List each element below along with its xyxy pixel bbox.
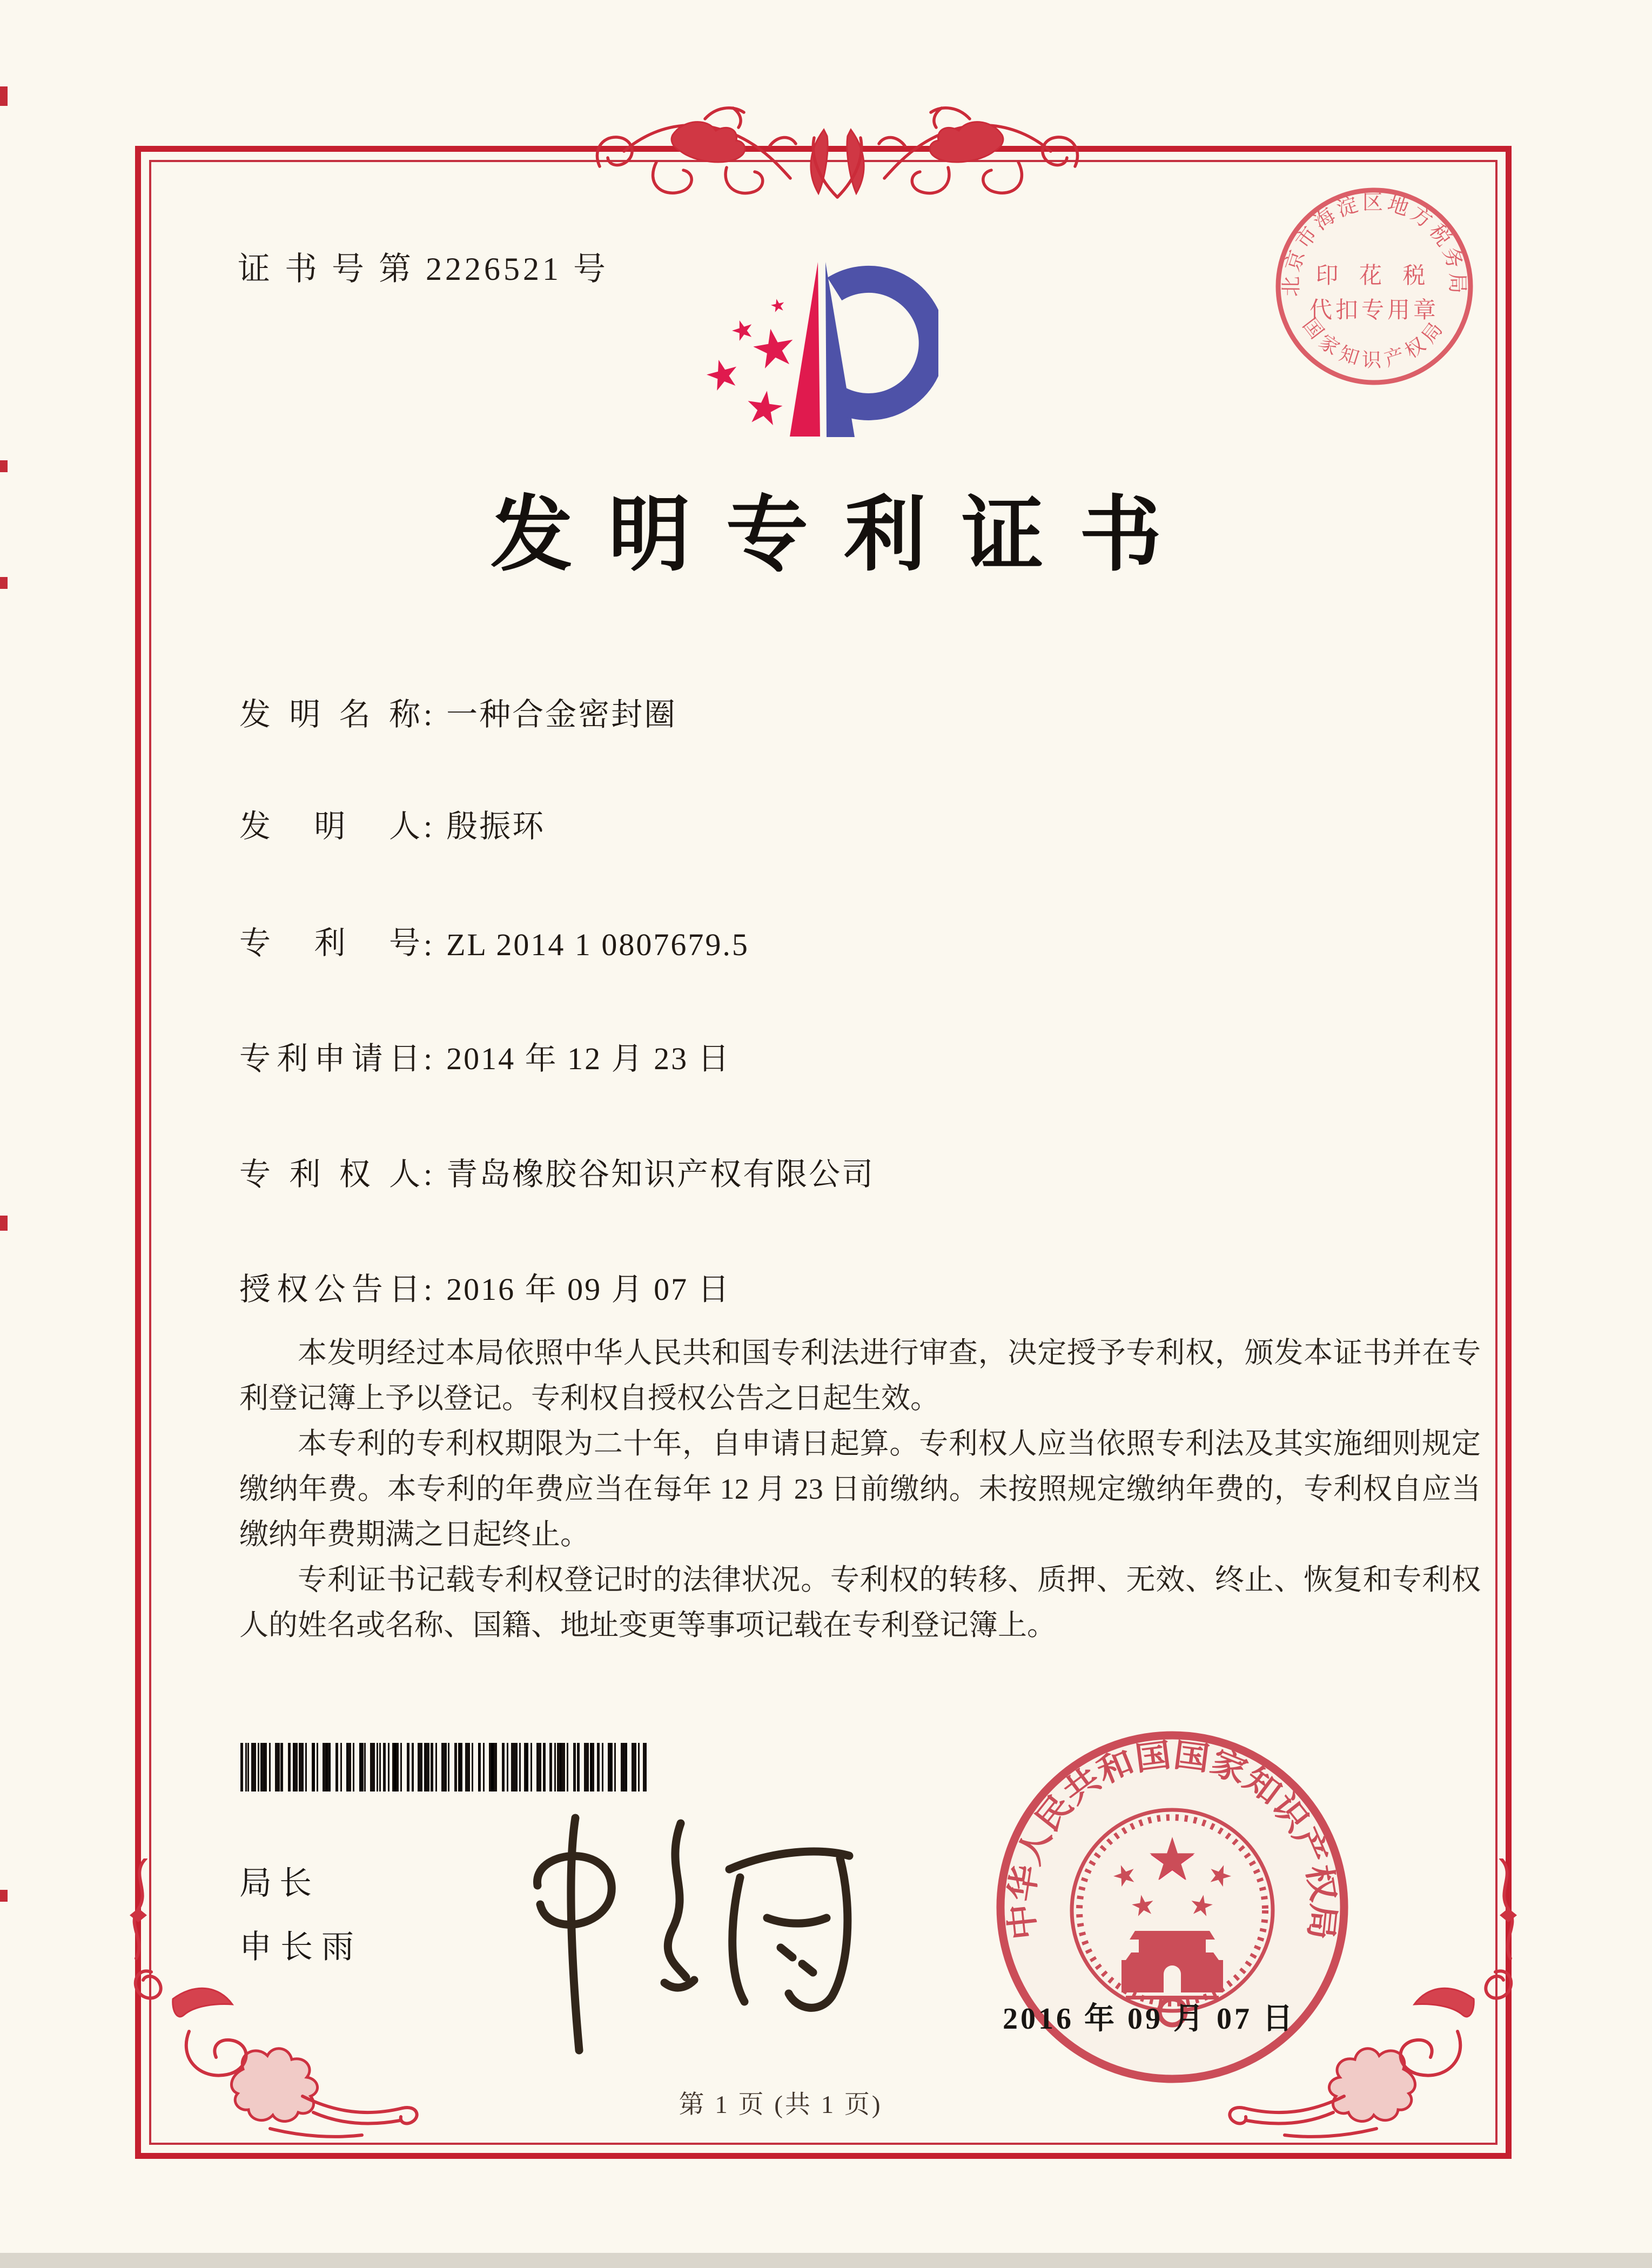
paragraph-register: 专利证书记载专利权登记时的法律状况。专利权的转移、质押、无效、终止、恢复和专利权人的姓名或名称、国籍、地址变更等事项记载在专利登记簿上。 bbox=[239, 1564, 1481, 1641]
scan-artifact bbox=[0, 1890, 8, 1902]
document-title: 发明专利证书 bbox=[491, 490, 1197, 581]
field-invention-name: 发明名称 : 一种合金密封圈 bbox=[239, 697, 677, 732]
scan-artifact bbox=[0, 86, 8, 106]
cnipa-patent-logo-icon bbox=[705, 261, 938, 442]
field-inventor: 发明人 : 殷振环 bbox=[239, 809, 546, 844]
paragraph-grant: 本发明经过本局依照中华人民共和国专利法进行审查，决定授予专利权，颁发本证书并在专利登记簿上予以登记。专利权自授权公告之日起生效。 bbox=[239, 1337, 1481, 1414]
tax-stamp-bottom-text: 国家知识产权局 bbox=[1298, 314, 1450, 371]
barcode bbox=[240, 1743, 647, 1791]
legal-text bbox=[239, 1330, 1481, 1648]
field-patentee: 专利权人 : 青岛橡胶谷知识产权有限公司 bbox=[239, 1157, 875, 1192]
paragraph-term-fees: 本专利的专利权期限为二十年，自申请日起算。专利权人应当依照专利法及其实施细则规定缴纳年费。本专利的年费应当在每年 12 月 23 日前缴纳。未按照规定缴纳年费的，专利权自应当缴纳年费期满之日起终止。 bbox=[239, 1427, 1481, 1551]
field-filing-date: 专利申请日 : 2014 年 12 月 23 日 bbox=[239, 1041, 731, 1076]
director-role-label: 局长 bbox=[239, 1866, 319, 1901]
page-number: 第 1 页 (共 1 页) bbox=[679, 2091, 883, 2119]
scan-artifact bbox=[0, 1216, 8, 1231]
floral-corner-ornament-icon bbox=[1214, 1858, 1539, 2161]
certificate-number: 证 书 号 第 2226521 号 bbox=[238, 251, 609, 287]
tax-stamp-line1: 印 花 税 bbox=[1315, 264, 1433, 288]
director-signature bbox=[486, 1804, 864, 2058]
tax-stamp-line2: 代扣专用章 bbox=[1309, 298, 1440, 323]
field-patent-number: 专利号 : ZL 2014 1 0807679.5 bbox=[239, 925, 749, 962]
stamp-duty-withholding-seal-icon bbox=[1270, 182, 1479, 391]
seal-date: 2016 年 09 月 07 日 bbox=[1003, 2002, 1295, 2036]
floral-corner-ornament-icon bbox=[108, 1858, 432, 2161]
seal-ring-text: 中华人民共和国国家知识产权局 bbox=[1003, 1737, 1341, 1942]
tax-stamp-top-text: 北京市海淀区地方税务局 bbox=[1280, 191, 1469, 297]
scan-edge bbox=[0, 2253, 1652, 2268]
field-grant-date: 授权公告日 : 2016 年 09 月 07 日 bbox=[239, 1272, 731, 1307]
dragon-scroll-ornament-icon bbox=[592, 97, 1083, 203]
director-name: 申长雨 bbox=[239, 1929, 362, 1965]
